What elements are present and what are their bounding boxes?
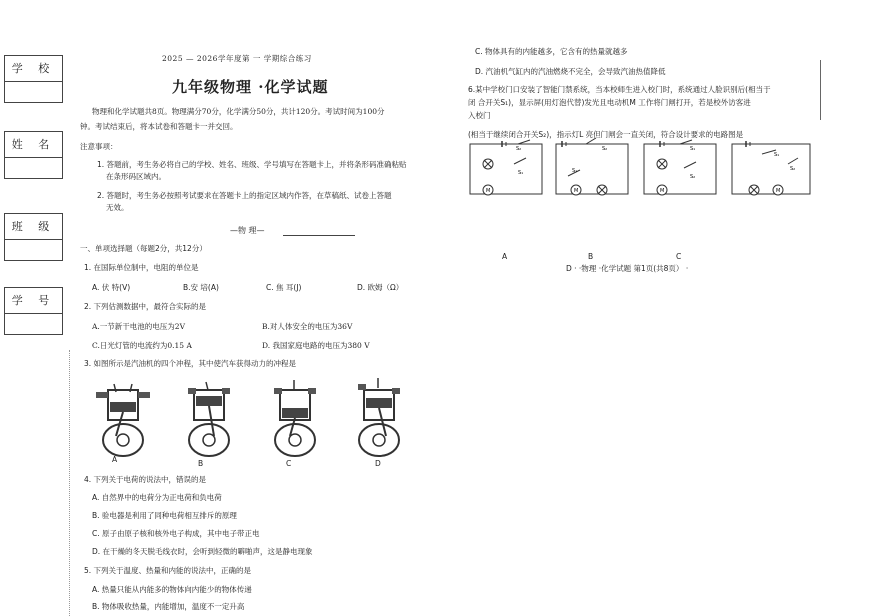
q6-line-4: (相当于继续闭合开关S₂)，指示灯L 亮但门闸会一直关闭，符合设计要求的电路图是 — [468, 130, 744, 139]
note-2b: 无效。 — [106, 203, 129, 212]
number-box — [4, 287, 63, 335]
page-footer: D · ·物理 ·化学试题 第1页(共8页） · — [566, 264, 689, 273]
engine-c — [274, 380, 316, 456]
q2-option-c[interactable]: C.日光灯管的电流约为0.15 A — [92, 341, 192, 350]
engine-b — [188, 382, 230, 456]
q4-option-d[interactable]: D. 在干燥的冬天脱毛线衣时，会听到轻微的噼啪声，这是静电现象 — [92, 547, 313, 556]
school-box — [4, 55, 63, 103]
circuit-a-m: M — [486, 188, 491, 194]
circuit-a-s2: S₂ — [516, 146, 522, 152]
circuit-c-s2: S₂ — [690, 174, 696, 180]
q6-line-2: 闭 合开关S₁)，显示屏(用灯泡代替)发光且电动机M 工作将门闸打开，若是校外访客进 — [468, 98, 751, 107]
circuit-b-s1: S₁ — [572, 168, 578, 174]
class-box — [4, 213, 63, 261]
note-1a: 1. 答题前，考生务必将自己的学校、姓名、班级、学号填写在答题卡上，并将条形码准确粘贴 — [97, 160, 407, 169]
q1-option-b[interactable]: B.安 培(A) — [183, 283, 219, 292]
note-2a: 2. 答题时，考生务必按照考试要求在答题卡上的指定区域内作答，在草稿纸、试卷上答题 — [97, 191, 392, 200]
page-title: 九年级物理 ·化学试题 — [172, 78, 329, 96]
q3-stem: 3. 如图所示是汽油机的四个冲程，其中使汽车获得动力的冲程是 — [84, 359, 297, 368]
part-title-underline — [283, 235, 355, 236]
q4-option-c[interactable]: C. 原子由原子核和核外电子构成，其中电子带正电 — [92, 529, 260, 538]
q1-stem: 1. 在国际单位制中，电阻的单位是 — [84, 263, 199, 272]
q6-line-3: 入校门 — [468, 111, 491, 120]
q2-stem: 2. 下列估测数据中，最符合实际的是 — [84, 302, 207, 311]
q5-option-d[interactable]: D. 汽油机气缸内的汽油燃烧不完全，会导致汽油热值降低 — [475, 67, 666, 76]
q1-option-c[interactable]: C. 焦 耳(J) — [266, 283, 302, 292]
intro-line-1: 物理和化学试题共8页。物理满分70分，化学满分50分，共计120分。考试时间为100分 — [92, 107, 385, 116]
q5-stem: 5. 下列关于温度、热量和内能的说法中，正确的是 — [84, 566, 252, 575]
part-title: —物 理— — [230, 226, 265, 235]
circuit-d — [732, 141, 810, 195]
name-box — [4, 131, 63, 179]
circuit-b-m: M — [574, 188, 579, 194]
q1-option-a[interactable]: A. 伏 特(V) — [92, 283, 131, 292]
engine-strokes-figure — [88, 374, 418, 464]
q4-stem: 4. 下列关于电荷的说法中，错误的是 — [84, 475, 207, 484]
q5-option-a[interactable]: A. 热量只能从内能多的物体向内能少的物体传递 — [92, 585, 252, 594]
class-label: 班 级 — [5, 214, 62, 240]
binding-line — [69, 350, 71, 616]
circuit-b-s2: S₂ — [602, 146, 608, 152]
notes-heading: 注意事项： — [80, 142, 118, 151]
circuit-d-m: M — [776, 188, 781, 194]
circuit-a-s1: S₁ — [518, 170, 524, 176]
q1-option-d[interactable]: D. 欧姆（Ω） — [357, 283, 404, 292]
right-edge-line — [820, 60, 821, 120]
school-label: 学 校 — [5, 56, 62, 82]
q2-option-a[interactable]: A.一节新干电池的电压为2V — [92, 322, 185, 331]
circuit-b — [556, 138, 628, 195]
circuit-label-b[interactable]: B — [588, 252, 594, 261]
name-label: 姓 名 — [5, 132, 62, 158]
engine-label-c[interactable]: C — [286, 459, 292, 468]
q5-option-b[interactable]: B. 物体吸收热量，内能增加，温度不一定升高 — [92, 602, 245, 611]
engine-a — [96, 384, 150, 456]
circuit-a — [470, 140, 542, 195]
q4-option-a[interactable]: A. 自然界中的电荷分为正电荷和负电荷 — [92, 493, 222, 502]
engine-label-a[interactable]: A — [112, 455, 118, 464]
q5-option-c[interactable]: C. 物体具有的内能越多，它含有的热量就越多 — [475, 47, 628, 56]
term-line: 2025 — 2026学年度第 一 学期综合练习 — [162, 54, 312, 63]
class-field[interactable] — [5, 240, 62, 260]
note-1b: 在条形码区域内。 — [106, 172, 166, 181]
circuit-diagrams — [468, 138, 828, 208]
engine-label-b[interactable]: B — [198, 459, 204, 468]
circuit-c-m: M — [660, 188, 665, 194]
name-field[interactable] — [5, 158, 62, 178]
q2-option-d[interactable]: D. 我国家庭电路的电压为380 V — [262, 341, 370, 350]
q6-line-1: 6.某中学校门口安装了智能门禁系统，当本校师生进入校门时，系统通过人脸识别后(相当于 — [468, 85, 771, 94]
intro-line-2: 钟。考试结束后，将本试卷和答题卡一并交回。 — [80, 122, 238, 131]
q2-option-b[interactable]: B.对人体安全的电压为36V — [262, 322, 353, 331]
circuit-label-c[interactable]: C — [676, 252, 682, 261]
engine-d — [358, 378, 400, 456]
circuit-d-s1: S₁ — [774, 152, 780, 158]
section-heading: 一、单项选择题（每题2分，共12分） — [80, 244, 207, 253]
number-label: 学 号 — [5, 288, 62, 314]
circuit-c-s1: S₁ — [690, 146, 696, 152]
circuit-label-a[interactable]: A — [502, 252, 508, 261]
circuit-d-s2: S₂ — [790, 166, 796, 172]
engine-label-d[interactable]: D — [375, 459, 381, 468]
q4-option-b[interactable]: B. 验电器是利用了同种电荷相互排斥的原理 — [92, 511, 237, 520]
number-field[interactable] — [5, 314, 62, 334]
school-field[interactable] — [5, 82, 62, 102]
circuit-c — [644, 140, 716, 195]
